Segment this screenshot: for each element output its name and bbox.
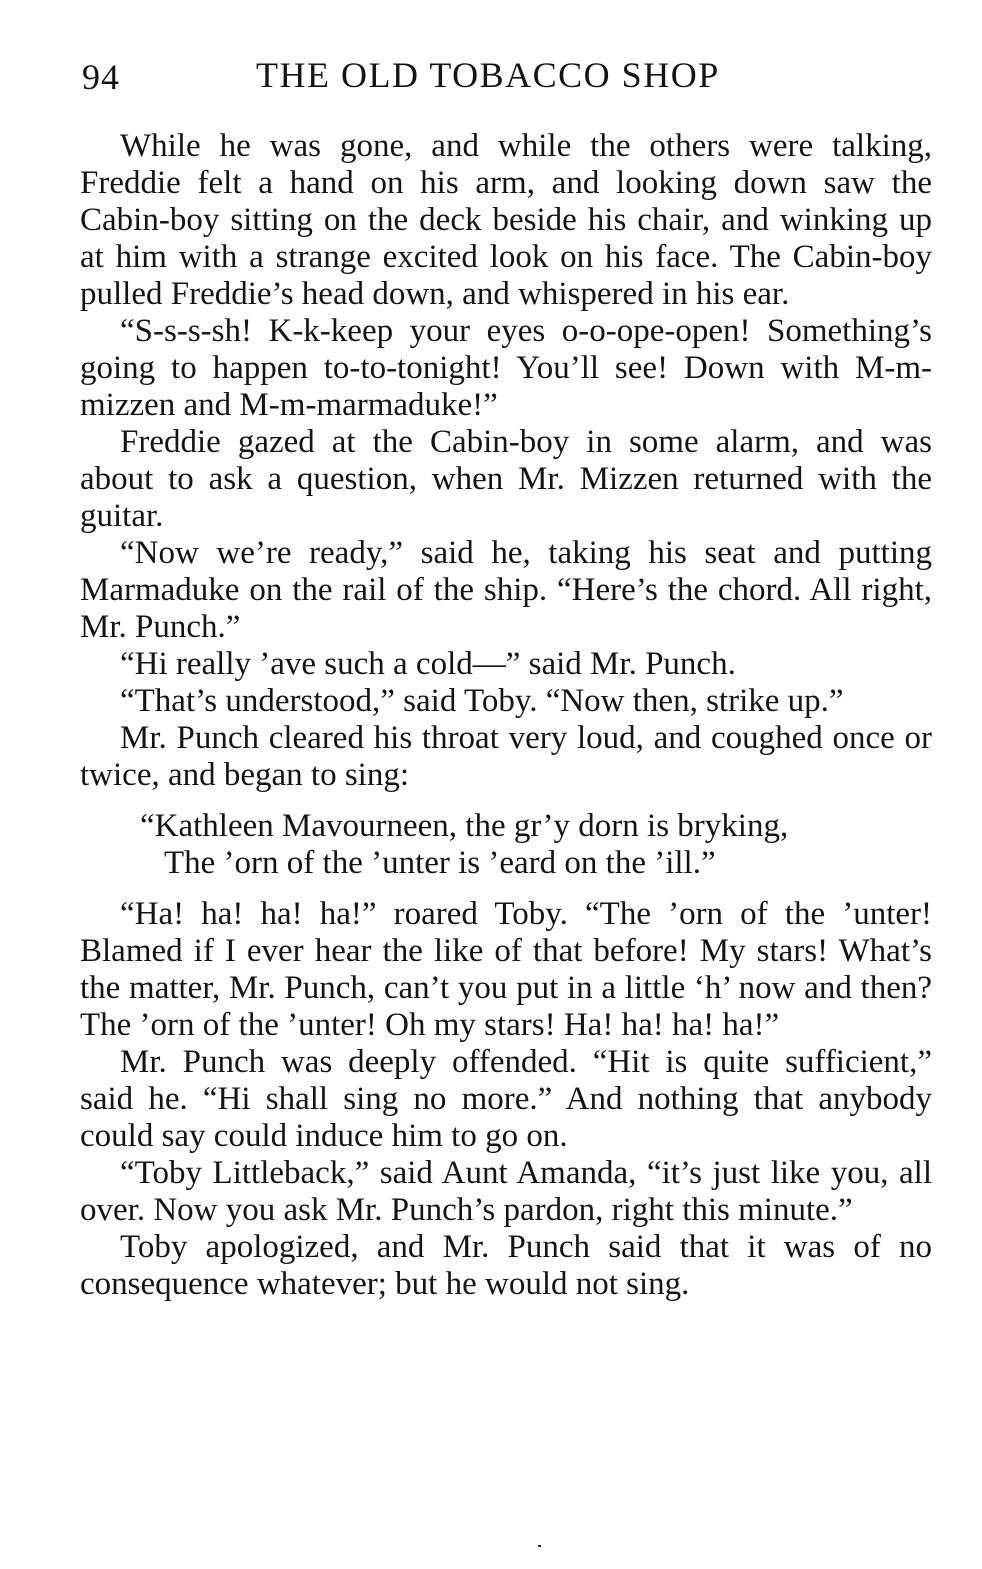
paragraph: Toby apologized, and Mr. Punch said that it was of no consequence whatever; but he would not sing. xyxy=(80,1229,932,1302)
running-title: THE OLD TOBACCO SHOP xyxy=(256,55,720,95)
paragraph: “Toby Littleback,” said Aunt Amanda, “it’s just like you, all over. Now you ask Mr. Punch’s pardon, right this minute.” xyxy=(80,1155,932,1228)
paragraph: While he was gone, and while the others were talking, Freddie felt a hand on his arm, and looking down saw the Cabin-boy sitting on the deck beside his chair, and winking up at him with a strange excited look on his face. The Cabin-boy pulled Freddie’s head down, and whispered in his ear. xyxy=(80,128,932,312)
paragraph: Mr. Punch was deeply offended. “Hit is quite sufficient,” said he. “Hi shall sing no more.” And nothing that anybody could say could induce him to go on. xyxy=(80,1044,932,1154)
paragraph: Freddie gazed at the Cabin-boy in some alarm, and was about to ask a question, when Mr. Mizzen returned with the guitar. xyxy=(80,424,932,534)
paragraph: “Ha! ha! ha! ha!” roared Toby. “The ’orn of the ’unter! Blamed if I ever hear the like of that before! My stars! What’s the matter, Mr. Punch, can’t you put in a little ‘h’ now and then? The ’orn of the ’unter! Oh my stars! Ha! ha! ha! ha!” xyxy=(80,896,932,1043)
print-speck xyxy=(538,1545,541,1547)
paragraph: “Now we’re ready,” said he, taking his seat and putting Marmaduke on the rail of the ship. “Here’s the chord. All right, Mr. Punch.” xyxy=(80,535,932,645)
paragraph: “That’s understood,” said Toby. “Now then, strike up.” xyxy=(120,683,844,719)
book-page xyxy=(80,50,932,1303)
paragraph: Mr. Punch cleared his throat very loud, and coughed once or twice, and began to sing: xyxy=(80,720,932,793)
paragraph: “Hi really ’ave such a cold—” said Mr. Punch. xyxy=(120,646,736,682)
body-text xyxy=(80,128,932,1303)
page-number: 94 xyxy=(82,57,120,97)
song-verse xyxy=(80,808,932,882)
running-head xyxy=(80,50,932,110)
verse-line: “Kathleen Mavourneen, the gr’y dorn is bryking, xyxy=(140,808,789,844)
paragraph: “S-s-s-sh! K-k-keep your eyes o-o-ope-open! Something’s going to happen to-to-tonight! You’ll see! Down with M-m-mizzen and M-m-marmaduke!” xyxy=(80,313,932,423)
verse-line: The ’orn of the ’unter is ’eard on the ’ill.” xyxy=(164,845,716,881)
